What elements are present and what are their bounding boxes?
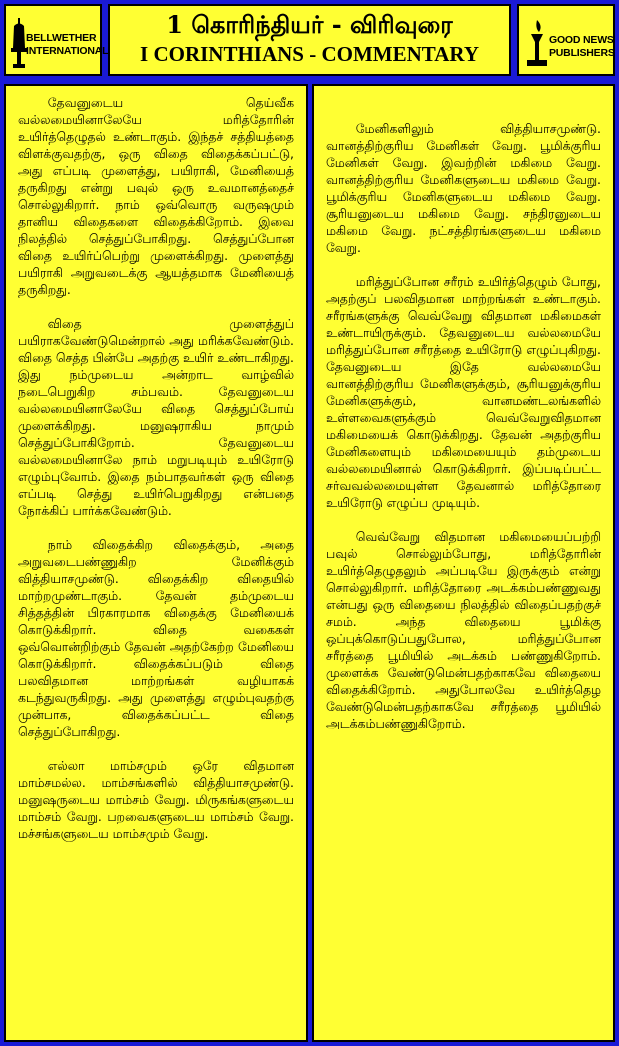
paragraph: மரித்துப்போன சரீரம் உயிர்த்தெழும் போது, அதற்குப் பலவிதமான மாற்றங்கள் உண்டாகும். சரீரங்களுக்கு வெவ்வேறு விதமான மகிமைகள் உண்டாயிருக்கும். தேவனுடைய வல்லமையே மரித்துப்போன சரீரத்தை உயிரோடு எழுப்புகிறது. தேவனுடைய இதே வல்லமையே வானத்திற்குரிய மேனிகளுக்கும், சூரியனுக்குரிய மேனிகளுக்கும், வானமண்டலங்களில் உள்ளவைகளுக்கும் வெவ்வேறுவிதமான மகிமையைக் கொடுக்கிறது. தேவன் அதற்குரிய மேனிகளையும் மகிமையையும் தம்முடைய வல்லமையினால் கொடுக்கிறார். இப்படிப்பட்ட சர்வவல்லமையுள்ள தேவனால் மரித்தோரை உயிரோடு எழுப்ப முடியும். [326,274,601,510]
bellwether-logo [4,4,109,76]
paragraph: மேனிகளிலும் வித்தியாசமுண்டு. வானத்திற்குரிய மேனிகள் வேறு. பூமிக்குரிய மேனிகள் வேறு. இவற்றின் மகிமை வேறு. வானத்திற்குரிய மேனிகளுடைய மகிமை வேறு. பூமிக்குரிய மேனிகளுடைய மகிமை வேறு. சூரியனுடைய மகிமை வேறு. சந்திரனுடைய மகிமை வேறு. நட்சத்திரங்களுடைய மகிமை வேறு. [326,121,601,255]
good-news-logo [517,4,615,76]
paragraph: நாம் விதைக்கிற விதைக்கும், அதை அறுவடைபண்ணுகிற மேனிக்கும் வித்தியாசமுண்டு. விதைக்கிற விதையில் மாற்றமுண்டாகும். தேவன் தம்முடைய சித்தத்தின் பிரகாரமாக விதைக்கு மேனியைக் கொடுக்கிறார். விதை வகைகள் ஒவ்வொன்றிற்கும் தேவன் அதற்கேற்ற மேனியை கொடுக்கிறார். விதைக்கப்படும் விதை பலவிதமான மாற்றங்கள் வழியாகக் கடந்துவருகிறது. அது முளைத்து எழும்புவதற்கு முன்பாக, விதைக்கப்பட்ட விதை செத்துப்போகிறது. [18,537,294,739]
paragraph: வெவ்வேறு விதமான மகிமையைப்பற்றி பவுல் சொல்லும்போது, மரித்தோரின் உயிர்த்தெழுதலும் அப்படியே இருக்கும் என்று சொல்லுகிறார். மரித்தோரை அடக்கம்பண்ணுவது என்பது ஒரு விதையை நிலத்தில் விதைப்பதற்குச் சமம். அந்த விதையை பூமிக்கு ஒப்புக்கொடுப்பதுபோல, மரித்துப்போன சரீரத்தை பூமியில் அடக்கம் பண்ணுகிறோம். முளைக்க வேண்டுமென்பதற்காகவே விதையை விதைக்கிறோம். அதுபோலவே உயிர்த்தெழ வேண்டுமென்பதற்காகவே சரீரத்தை பூமியில் அடக்கம்பண்ணுகிறோம். [326,529,601,731]
title-tamil: 1 கொரிந்தியர் - விரிவுரை [166,10,453,39]
left-column [4,84,308,1042]
title-english: I CORINTHIANS - COMMENTARY [140,42,479,66]
right-column [312,84,615,1042]
right-logo-line2: PUBLISHERS [549,47,615,59]
paragraph: விதை முளைத்துப் பயிராகவேண்டுமென்றால் அது மரிக்கவேண்டும். விதை செத்த பின்பே அதற்கு உயிர் உண்டாகிறது. இது நம்முடைய அன்றாட வாழ்வில் நடைபெறுகிற சம்பவம். தேவனுடைய வல்லமையினாலேயே விதை செத்துப்போய் முளைக்கிறது. மனுஷராகிய நாமும் செத்துப்போகிறோம். தேவனுடைய வல்லமையினாலே நாம் மறுபடியும் உயிரோடு எழும்புவோம். இதை நம்பாதவர்கள் ஒரு விதை எப்படி செத்து உயிர்பெறுகிறது என்பதை நோக்கிப் பார்க்கவேண்டும். [18,316,294,518]
good-news-logo-text [549,34,615,60]
paragraph: எல்லா மாம்சமும் ஒரே விதமான மாம்சமல்ல. மாம்சங்களில் வித்தியாசமுண்டு. மனுஷருடைய மாம்சம் வேறு. மிருகங்களுடைய மாம்சம் வேறு. பறவைகளுடைய மாம்சம் வேறு. மச்சங்களுடைய மாம்சமும் வேறு. [18,758,294,841]
left-logo-line1: BELLWETHER [26,32,97,44]
bell-icon [11,18,27,68]
bellwether-logo-text [26,32,108,58]
page-header [0,0,619,80]
paragraph: தேவனுடைய தெய்வீக வல்லமையினாலேயே மரித்தோரின் உயிர்த்தெழுதல் உண்டாகும். இந்தச் சத்தியத்தை விளக்குவதற்கு, ஒரு விதை விதைக்கப்பட்டு, அது எப்படி முளைத்து, பயிராகி, மேனியைத் தருகிறது என்று பவுல் ஒரு உவமானத்தைச் சொல்லுகிறார். நாம் ஒவ்வொரு வருஷமும் தானிய விதைகளை விதைக்கிறோம். இவை நிலத்தில் செத்துப்போகிறது. செத்துப்போன விதை உயிர்ப்பெற்று முளைக்கிறது. முளைத்து பயிராகி அறுவடைக்கு ஆயத்தமாக மேனியைத் தருகிறது. [18,95,294,297]
title-box [108,4,511,76]
torch-icon [527,20,547,68]
left-logo-line2: INTERNATIONAL [26,45,109,57]
right-logo-line1: GOOD NEWS [549,34,614,46]
